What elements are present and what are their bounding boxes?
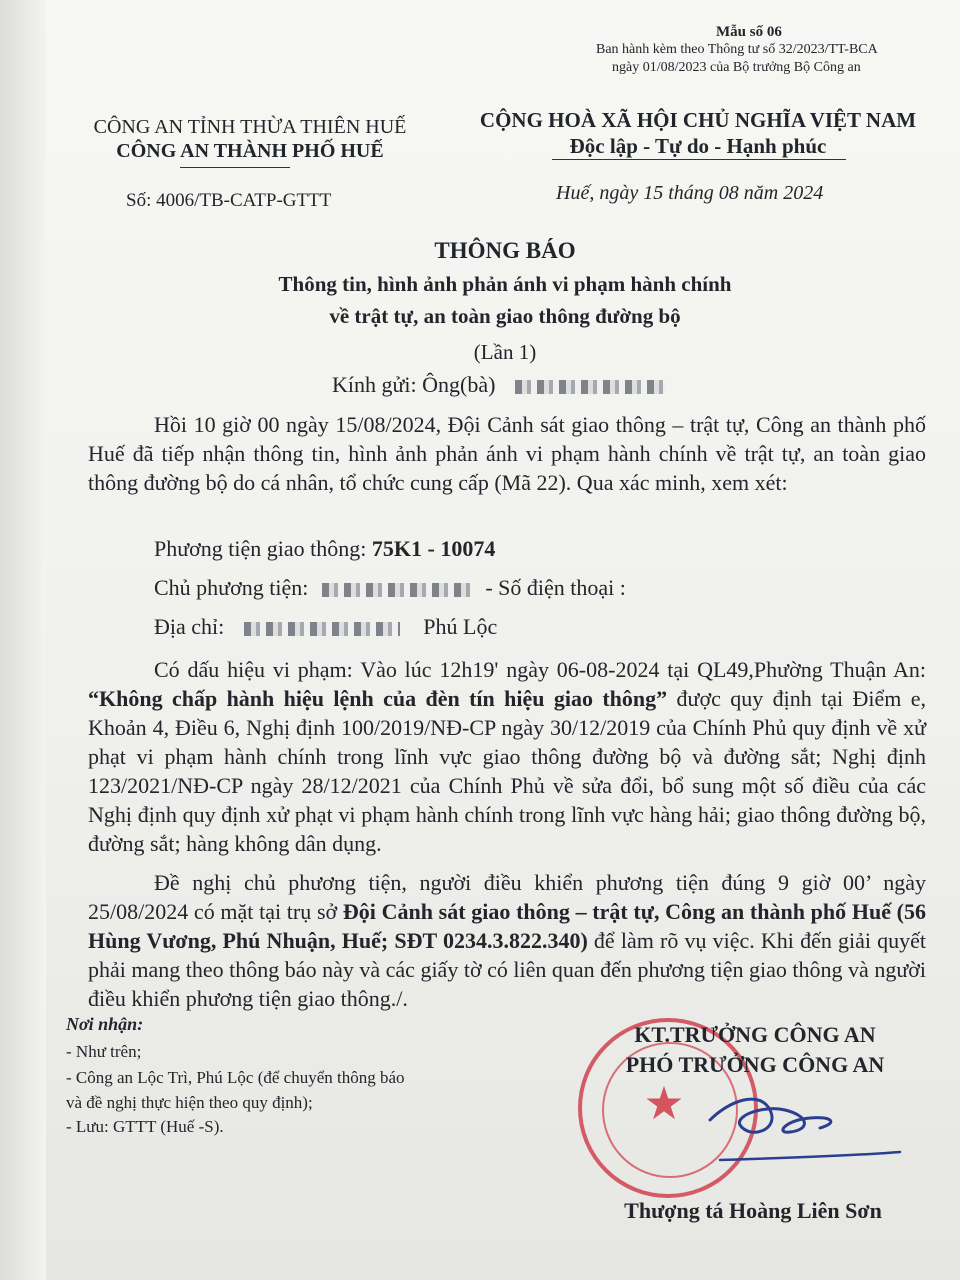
motto-underline bbox=[552, 159, 846, 160]
issuer-line-1: CÔNG AN TỈNH THỪA THIÊN HUẾ bbox=[93, 116, 407, 138]
violation-paragraph bbox=[88, 655, 926, 858]
recipients-heading: Nơi nhận: bbox=[66, 1014, 144, 1034]
vehicle-line bbox=[154, 536, 495, 562]
request-text-pre: Đề nghị chủ phương tiện, người điều khiển phương tiện đúng 9 giờ 00’ ngày 25/08/2024 có mặt tại trụ sở bbox=[88, 870, 926, 924]
intro-paragraph: Hồi 10 giờ 00 ngày 15/08/2024, Đội Cảnh sát giao thông – trật tự, Công an thành phố Huế đã tiếp nhận thông tin, hình ảnh phản ánh vi phạm hành chính về trật tự, an toàn giao thông đường bộ do cá nhân, tổ chức cung cấp (Mã 22). Qua xác minh, xem xét: bbox=[88, 412, 926, 495]
recipient-item: và đề nghị thực hiện theo quy định); bbox=[66, 1093, 313, 1112]
addressee-line bbox=[332, 372, 665, 398]
handwritten-signature bbox=[690, 1080, 930, 1180]
notice-title: THÔNG BÁO bbox=[434, 238, 576, 263]
vehicle-label: Phương tiện giao thông: bbox=[154, 536, 367, 561]
violation-text-pre: Có dấu hiệu vi phạm: Vào lúc 12h19' ngày 06-08-2024 tại QL49,Phường Thuận An: bbox=[154, 657, 926, 682]
document-number: Số: 4006/TB-CATP-GTTT bbox=[126, 190, 332, 211]
violation-name: “Không chấp hành hiệu lệnh của đèn tín hiệu giao thông” bbox=[88, 686, 668, 711]
nation-title: CỘNG HOÀ XÃ HỘI CHỦ NGHĨA VIỆT NAM bbox=[479, 108, 917, 132]
seal-star-icon: ★ bbox=[643, 1078, 685, 1129]
notice-subtitle-1: Thông tin, hình ảnh phản ánh vi phạm hành chính bbox=[278, 272, 732, 296]
addressee-label: Kính gửi: Ông(bà) bbox=[332, 372, 496, 397]
notice-round: (Lần 1) bbox=[473, 340, 537, 364]
address-tail: Phú Lộc bbox=[423, 614, 498, 639]
request-paragraph bbox=[88, 868, 926, 1013]
issue-date: Huế, ngày 15 tháng 08 năm 2024 bbox=[556, 182, 824, 204]
address-line bbox=[154, 614, 497, 640]
recipient-item: - Lưu: GTTT (Huế -S). bbox=[66, 1117, 224, 1136]
vehicle-plate: 75K1 - 10074 bbox=[371, 536, 496, 561]
issuer-underline bbox=[180, 167, 290, 168]
owner-label: Chủ phương tiện: bbox=[154, 575, 309, 600]
signature-title-2: PHÓ TRƯỞNG CÔNG AN bbox=[625, 1052, 885, 1077]
redacted-owner bbox=[322, 583, 472, 597]
form-number: Mẫu số 06 bbox=[716, 24, 782, 40]
notice-subtitle-2: về trật tự, an toàn giao thông đường bộ bbox=[329, 304, 681, 328]
request-text-post: để làm rõ vụ việc. Khi đến giải quyết phải mang theo thông báo này và các giấy tờ có liên quan đến phương tiện giao thông và người điều khiển phương tiện giao thông./. bbox=[88, 928, 927, 1011]
redacted-name bbox=[515, 380, 665, 394]
request-office: Đội Cảnh sát giao thông – trật tự, Công an thành phố Huế (56 Hùng Vương, Phú Nhuận, Huế; SĐT 0234.3.822.340) bbox=[88, 899, 927, 953]
page-edge-shadow bbox=[0, 0, 46, 1280]
redacted-address bbox=[244, 622, 400, 636]
form-line-2: ngày 01/08/2023 của Bộ trưởng Bộ Công an bbox=[612, 60, 861, 75]
issuer-line-2: CÔNG AN THÀNH PHỐ HUẾ bbox=[116, 140, 384, 162]
signer-name: Thượng tá Hoàng Liên Sơn bbox=[624, 1198, 882, 1223]
signature-title-1: KT.TRƯỞNG CÔNG AN bbox=[634, 1022, 876, 1047]
form-line-1: Ban hành kèm theo Thông tư số 32/2023/TT-BCA bbox=[596, 42, 878, 57]
nation-motto: Độc lập - Tự do - Hạnh phúc bbox=[569, 134, 827, 158]
violation-text-post: được quy định tại Điểm e, Khoản 4, Điều 6, Nghị định 100/2019/NĐ-CP ngày 30/12/2019 của Chính Phủ quy định về xử phạt vi phạm hành chính trong lĩnh vực giao thông đường bộ và đường sắt; Nghị định 123/2021/NĐ-CP ngày 28/12/2021 của Chính Phủ về sửa đổi, bổ sung một số điều của các Nghị định quy định xử phạt vi phạm hành chính trong lĩnh vực hàng hải; giao thông đường bộ, đường sắt; hàng không dân dụng. bbox=[88, 686, 926, 856]
address-label: Địa chỉ: bbox=[154, 614, 225, 639]
owner-line bbox=[154, 575, 626, 601]
recipient-item: - Công an Lộc Trì, Phú Lộc (để chuyển thông báo bbox=[66, 1068, 405, 1087]
phone-label: - Số điện thoại : bbox=[485, 575, 626, 600]
recipient-item: - Như trên; bbox=[66, 1042, 142, 1061]
